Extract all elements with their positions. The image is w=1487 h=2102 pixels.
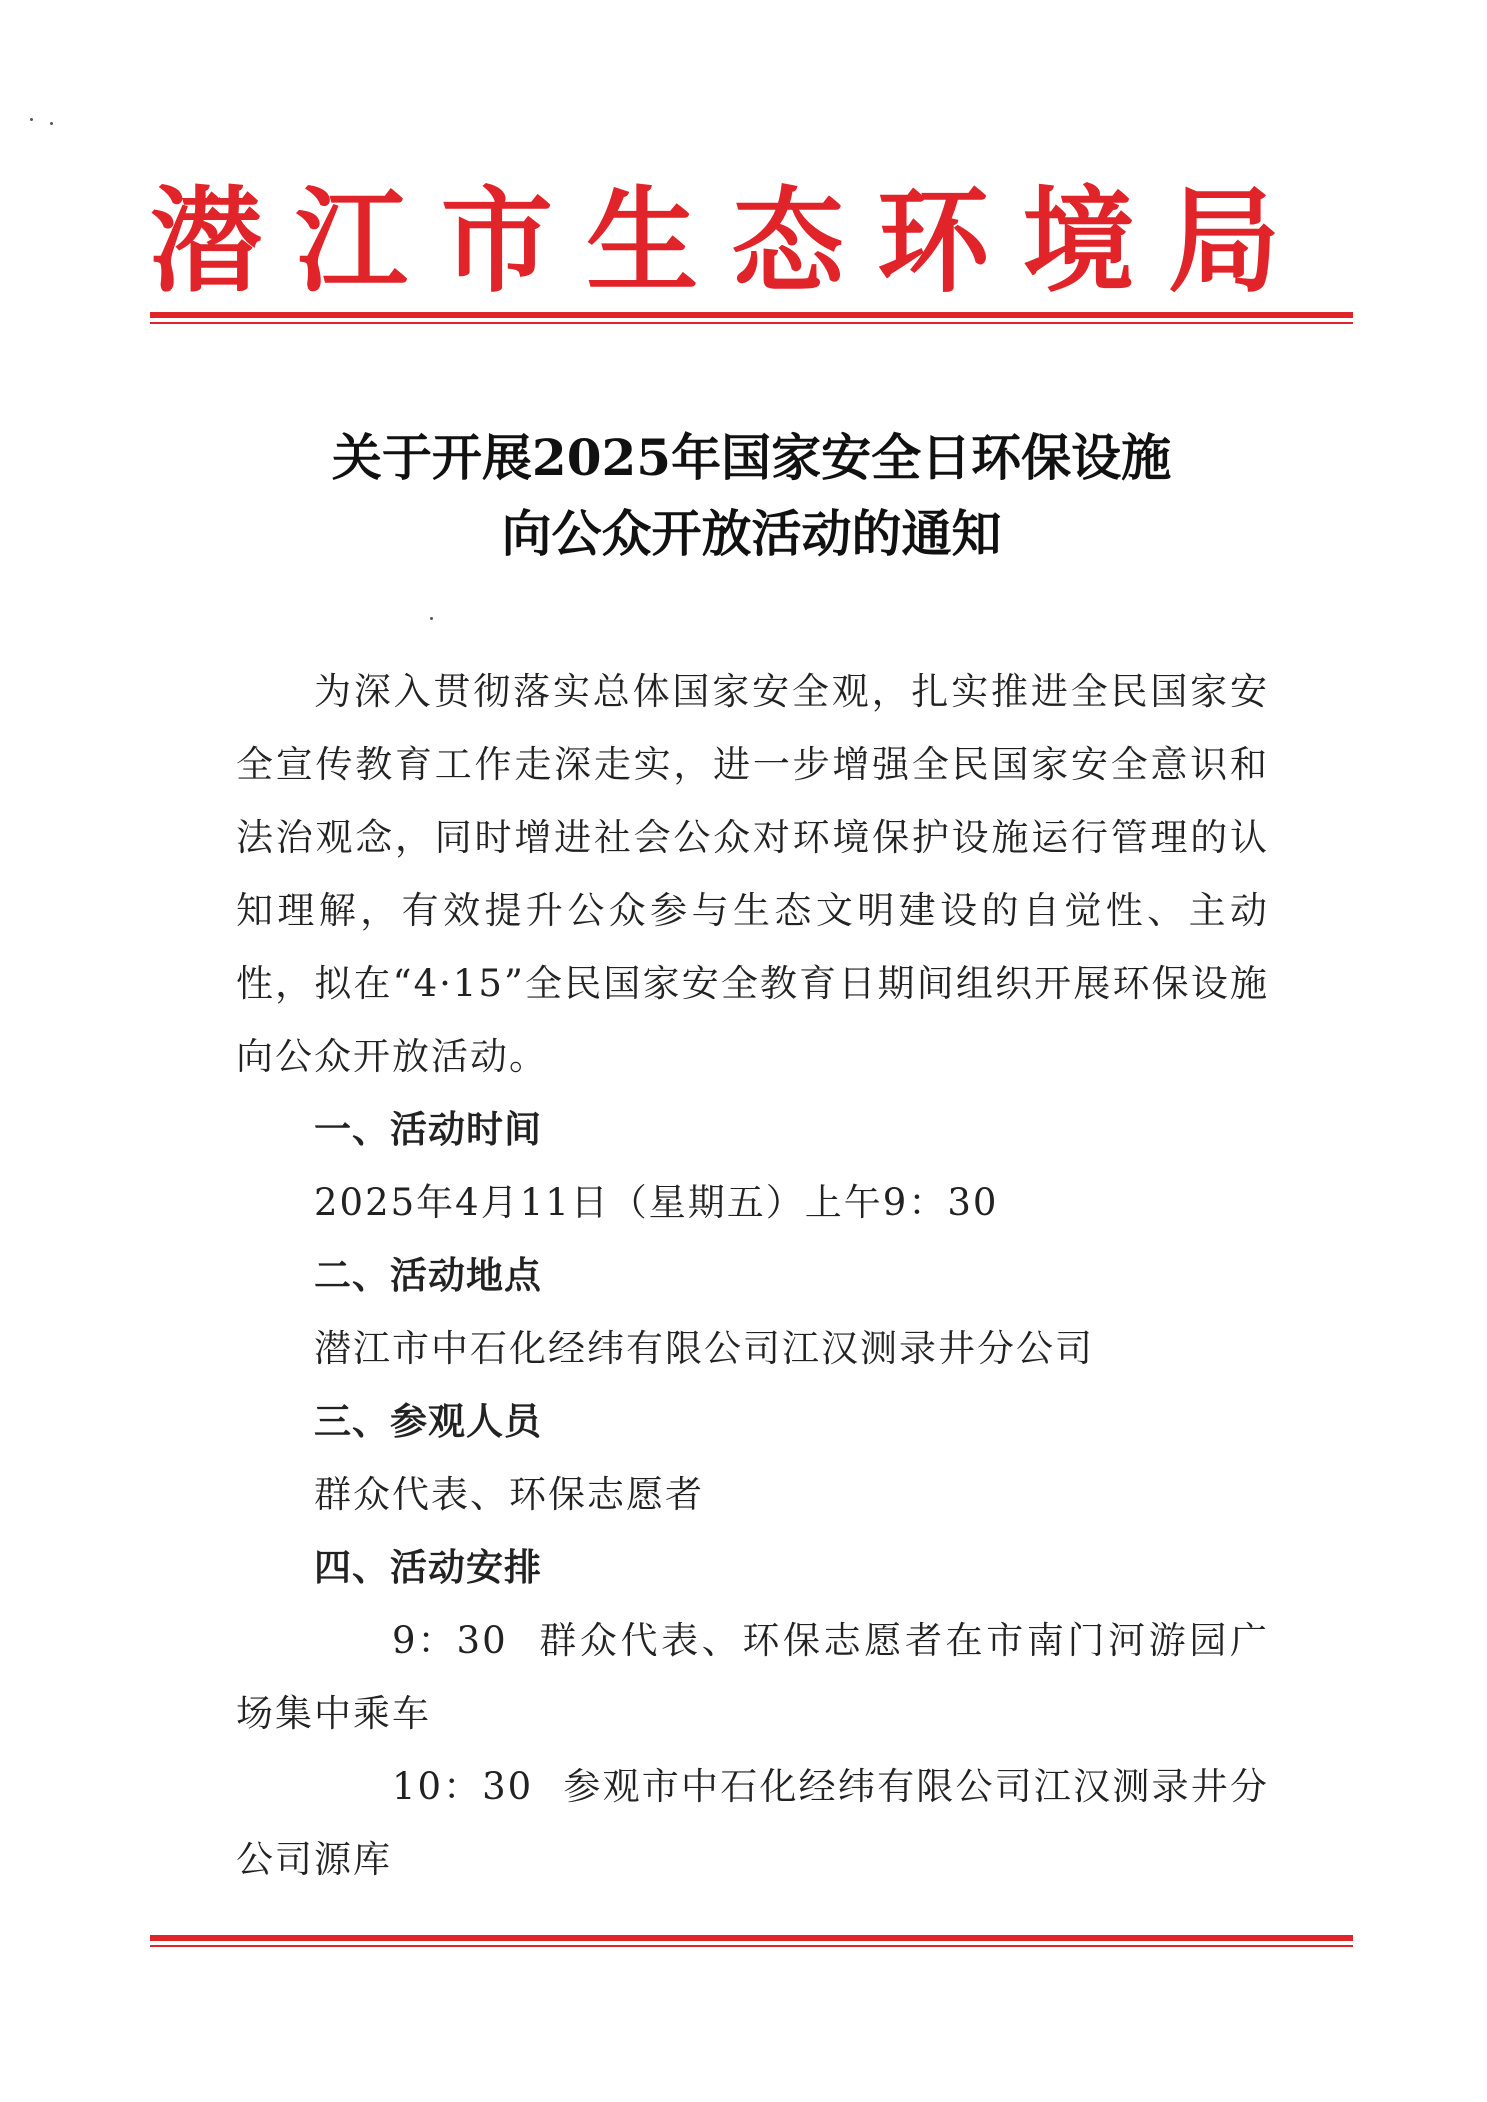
- letterhead-char: 生: [586, 174, 699, 309]
- letterhead-char: 潜: [150, 174, 262, 309]
- section-text-people: 群众代表、环保志愿者: [314, 1473, 704, 1516]
- footer-rule-thick: [150, 1935, 1353, 1941]
- letterhead: [150, 172, 1280, 312]
- document-body: [236, 655, 1269, 1896]
- section-heading-people: 三、参观人员: [314, 1400, 542, 1443]
- letterhead-rule-thick: [150, 312, 1353, 318]
- letterhead-char: 态: [731, 174, 844, 309]
- section-text-place: 潜江市中石化经纬有限公司江汉测录井分公司: [314, 1327, 1094, 1370]
- section-heading-time: 一、活动时间: [314, 1108, 542, 1151]
- letterhead-rule-thin: [150, 322, 1353, 324]
- letterhead-char: 市: [440, 174, 553, 309]
- schedule-text: 参观市中石化经纬有限公司江汉测录井分公司源库: [236, 1765, 1269, 1881]
- schedule-text: 群众代表、环保志愿者在市南门河游园广场集中乘车: [236, 1619, 1269, 1735]
- section-heading-place: 二、活动地点: [314, 1254, 542, 1297]
- section-text-time: 2025年4月11日（星期五）上午9：30: [314, 1181, 999, 1224]
- letterhead-char: 局: [1167, 174, 1280, 309]
- schedule-item: [236, 1604, 1269, 1750]
- letterhead-char: 环: [877, 174, 990, 309]
- section-heading-schedule: 四、活动安排: [314, 1546, 542, 1589]
- schedule-time: 10：30: [392, 1765, 534, 1808]
- scan-speck: [50, 122, 53, 125]
- document-title-line-1: 关于开展2025年国家安全日环保设施: [331, 428, 1172, 487]
- intro-paragraph: 为深入贯彻落实总体国家安全观，扎实推进全民国家安全宣传教育工作走深走实，进一步增强全民国家安全意识和法治观念，同时增进社会公众对环境保护设施运行管理的认知理解，有效提升公众参与生态文明建设的自觉性、主动性，拟在“4·15”全民国家安全教育日期间组织开展环保设施向公众开放活动。: [236, 670, 1269, 1078]
- scan-speck: [30, 118, 33, 121]
- letterhead-char: 境: [1022, 174, 1135, 309]
- scan-speck: [430, 617, 433, 620]
- letterhead-char: 江: [295, 174, 408, 309]
- schedule-time: 9：30: [392, 1619, 508, 1662]
- schedule-item: [236, 1750, 1269, 1896]
- footer-rule-thin: [150, 1945, 1353, 1947]
- document-title-line-2: 向公众开放活动的通知: [501, 504, 1002, 563]
